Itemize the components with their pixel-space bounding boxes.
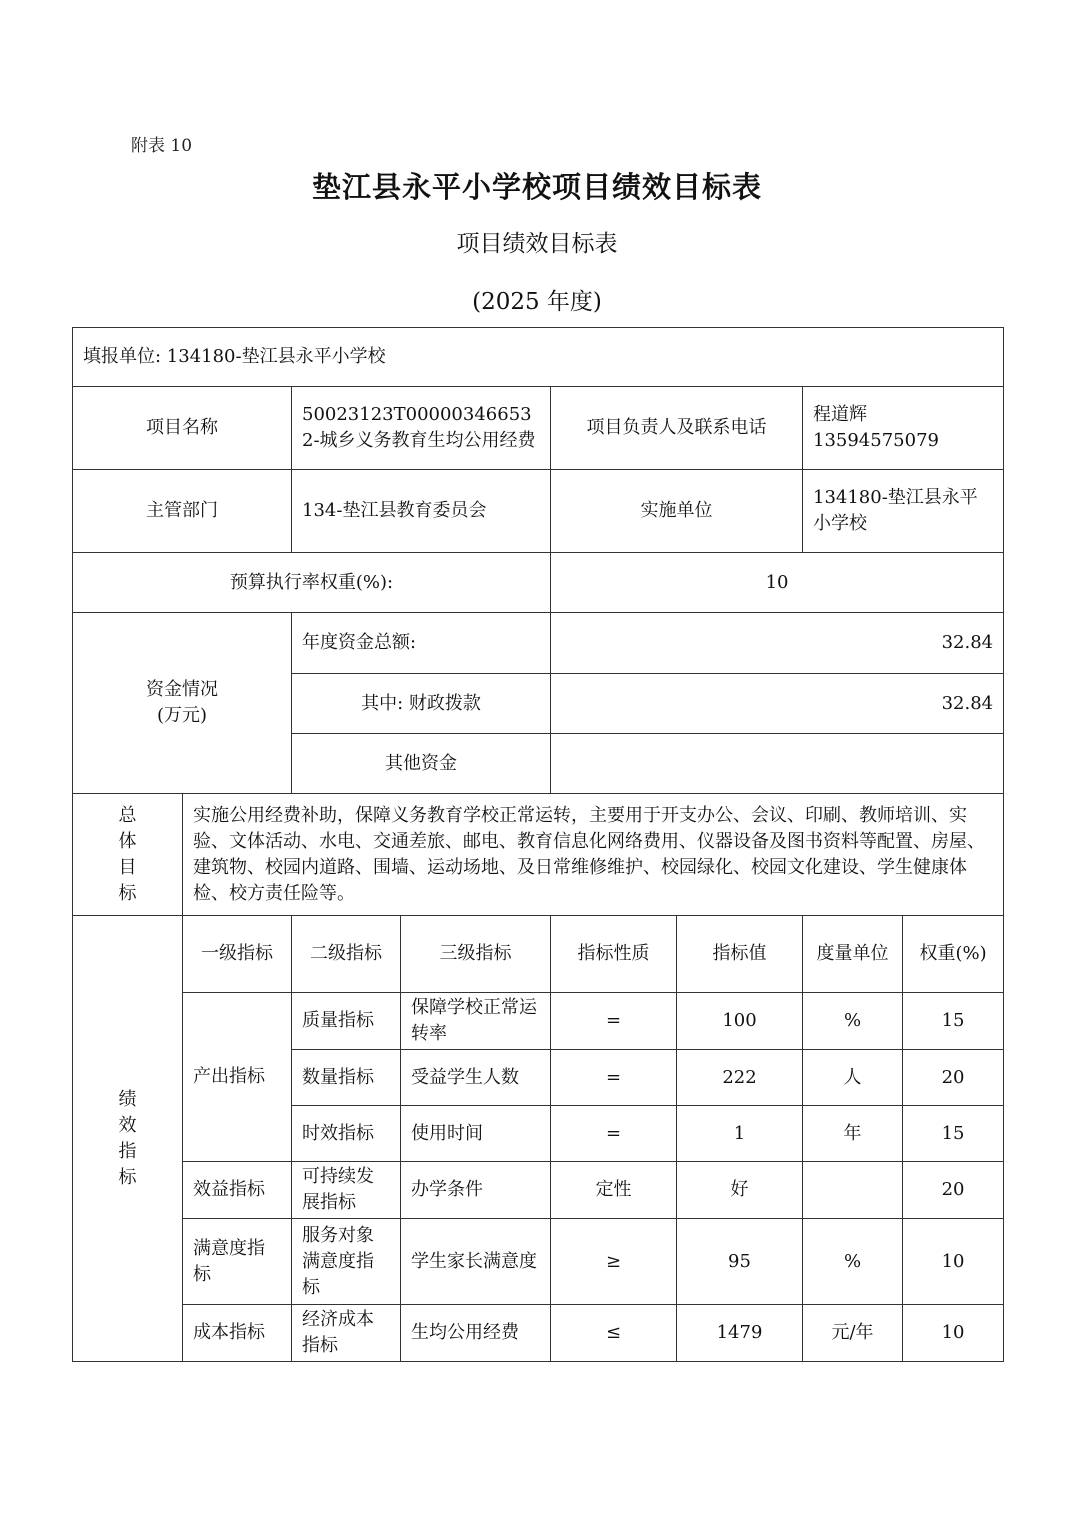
funds-other-label: 其他资金 [292,734,551,794]
row-level2: 服务对象满意度指标 [292,1219,401,1305]
goal-text: 实施公用经费补助，保障义务教育学校正常运转，主要用于开支办公、会议、印刷、教师培训、实验、文体活动、水电、交通差旅、邮电、教育信息化网络费用、仪器设备及图书资料等配置、房屋、建筑物、校园内道路、围墙、运动场地、及日常维修维护、校园绿化、校园文化建设、学生健康体检、校方责任险等。 [183,794,1004,916]
row-level2: 可持续发展指标 [292,1162,401,1219]
row-nature: 定性 [551,1162,677,1219]
indicator-header-row [73,916,1004,993]
row-level3: 保障学校正常运转率 [401,993,551,1050]
row-unit: 人 [803,1050,903,1106]
funds-label-line2: (万元) [156,705,208,726]
table-row [73,1305,1004,1362]
row-unit: % [803,993,903,1050]
row-nature: = [551,1106,677,1162]
row-level3: 使用时间 [401,1106,551,1162]
funds-other-value [551,734,1004,794]
contact-label: 项目负责人及联系电话 [551,387,803,470]
row-level2: 时效指标 [292,1106,401,1162]
performance-table [72,327,1004,1362]
row-value: 95 [677,1219,803,1305]
budget-rate-label: 预算执行率权重(%): [73,553,551,613]
goal-label-char: 总 [118,804,137,826]
row-nature: ≥ [551,1219,677,1305]
funds-total-row [73,613,1004,674]
row-level3: 受益学生人数 [401,1050,551,1106]
budget-rate-row [73,553,1004,613]
table-row [73,1219,1004,1305]
row-nature: = [551,1050,677,1106]
impl-label: 实施单位 [551,470,803,553]
indicators-label [73,916,183,1362]
year-label: (2025 年度) [472,289,602,315]
funds-fiscal-label: 其中: 财政拨款 [292,674,551,734]
project-name-value: 50023123T000003466532-城乡义务教育生均公用经费 [292,387,551,470]
row-unit: % [803,1219,903,1305]
row-value: 好 [677,1162,803,1219]
row-level2: 质量指标 [292,993,401,1050]
row-value: 222 [677,1050,803,1106]
funds-total-value: 32.84 [551,613,1004,674]
row-weight: 20 [903,1162,1004,1219]
budget-rate-value: 10 [551,553,1004,613]
goal-label-char: 标 [118,882,137,904]
row-weight: 10 [903,1305,1004,1362]
attachment-label: 附表 10 [131,136,193,156]
row-value: 1479 [677,1305,803,1362]
reporting-unit: 填报单位: 134180-垫江县永平小学校 [73,328,1004,387]
header-weight: 权重(%) [903,916,1004,993]
row-nature: = [551,993,677,1050]
impl-value: 134180-垫江县永平小学校 [803,470,1004,553]
funds-label-line1: 资金情况 [146,679,218,700]
page-subtitle: 项目绩效目标表 [456,231,618,257]
row-value: 1 [677,1106,803,1162]
row-level2: 经济成本指标 [292,1305,401,1362]
goal-label [73,794,183,916]
row-weight: 10 [903,1219,1004,1305]
funds-label [73,613,292,794]
indicators-label-char: 指 [118,1140,137,1162]
row-unit: 年 [803,1106,903,1162]
goal-row [73,794,1004,916]
funds-fiscal-value: 32.84 [551,674,1004,734]
project-name-label: 项目名称 [73,387,292,470]
goal-label-char: 体 [118,830,137,852]
row-nature: ≤ [551,1305,677,1362]
row-unit [803,1162,903,1219]
row-level3: 办学条件 [401,1162,551,1219]
header-level1: 一级指标 [183,916,292,993]
goal-label-char: 目 [118,856,137,878]
row-weight: 15 [903,1106,1004,1162]
header-level3: 三级指标 [401,916,551,993]
row-unit: 元/年 [803,1305,903,1362]
row-value: 100 [677,993,803,1050]
row-level1: 成本指标 [183,1305,292,1362]
table-row [73,1162,1004,1219]
row-level3: 生均公用经费 [401,1305,551,1362]
dept-label: 主管部门 [73,470,292,553]
indicators-label-char: 绩 [118,1088,137,1110]
output-group-label: 产出指标 [183,993,292,1162]
row-level3: 学生家长满意度 [401,1219,551,1305]
indicators-label-char: 标 [118,1166,137,1188]
dept-value: 134-垫江县教育委员会 [292,470,551,553]
funds-total-label: 年度资金总额: [292,613,551,674]
header-level2: 二级指标 [292,916,401,993]
row-level2: 数量指标 [292,1050,401,1106]
dept-row [73,470,1004,553]
row-level1: 效益指标 [183,1162,292,1219]
indicators-label-char: 效 [118,1114,137,1136]
table-row [73,993,1004,1050]
reporting-row [73,328,1004,387]
page-title: 垫江县永平小学校项目绩效目标表 [311,170,762,204]
project-row [73,387,1004,470]
header-value: 指标值 [677,916,803,993]
row-weight: 20 [903,1050,1004,1106]
header-unit: 度量单位 [803,916,903,993]
header-nature: 指标性质 [551,916,677,993]
contact-value: 程道辉 13594575079 [803,387,1004,470]
row-weight: 15 [903,993,1004,1050]
row-level1: 满意度指标 [183,1219,292,1305]
